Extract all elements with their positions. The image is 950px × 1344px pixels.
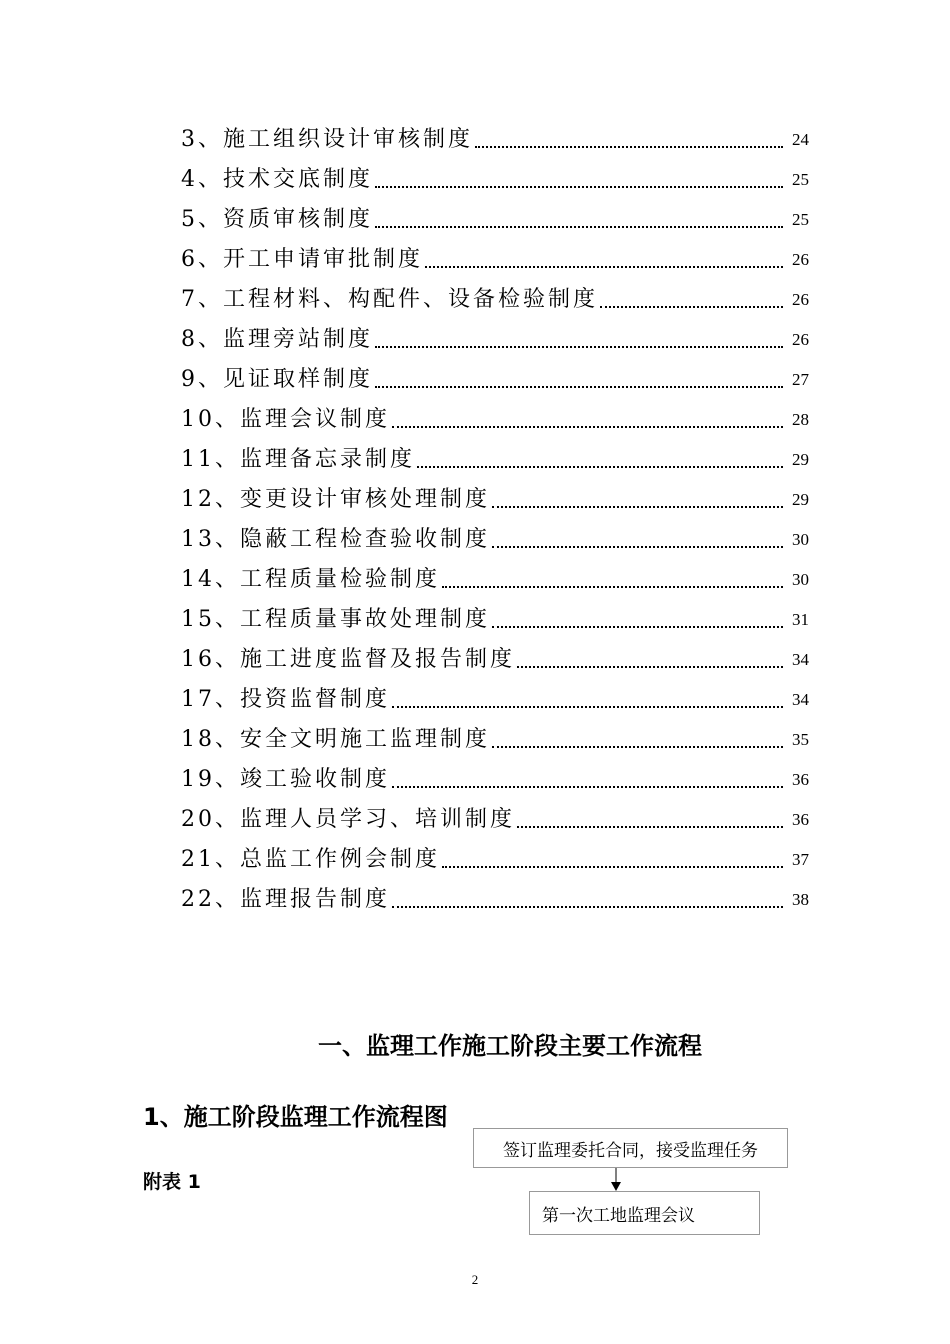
toc-leader-dots xyxy=(492,506,783,508)
toc-leader-dots xyxy=(475,146,783,148)
toc-entry-page: 36 xyxy=(792,810,809,829)
toc-entry[interactable] xyxy=(181,640,809,680)
toc-entry-title: 11、监理备忘录制度 xyxy=(181,447,415,472)
toc-leader-dots xyxy=(417,466,783,468)
toc-leader-dots xyxy=(442,586,783,588)
toc-entry-page: 38 xyxy=(792,890,809,909)
toc-entry[interactable] xyxy=(181,440,809,480)
subsection-heading: 1、施工阶段监理工作流程图 xyxy=(143,1103,448,1131)
toc-leader-dots xyxy=(392,706,783,708)
toc-entry-page: 26 xyxy=(792,250,809,269)
toc-leader-dots xyxy=(492,546,783,548)
toc-entry-page: 26 xyxy=(792,290,809,309)
toc-leader-dots xyxy=(375,186,783,188)
toc-entry-page: 34 xyxy=(792,650,809,669)
toc-leader-dots xyxy=(600,306,783,308)
toc-entry-title: 7、工程材料、构配件、设备检验制度 xyxy=(181,287,598,312)
page-number: 2 xyxy=(471,1272,479,1287)
toc-entry[interactable] xyxy=(181,600,809,640)
toc-entry-title: 10、监理会议制度 xyxy=(181,407,390,432)
toc-leader-dots xyxy=(392,786,783,788)
toc-entry-page: 27 xyxy=(792,370,809,389)
toc-entry[interactable] xyxy=(181,200,809,240)
toc-leader-dots xyxy=(492,626,783,628)
toc-entry-title: 15、工程质量事故处理制度 xyxy=(181,607,490,632)
toc-entry[interactable] xyxy=(181,280,809,320)
toc-leader-dots xyxy=(375,226,783,228)
toc-entry-title: 21、总监工作例会制度 xyxy=(181,847,440,872)
toc-entry-page: 25 xyxy=(792,170,809,189)
toc-entry-page: 24 xyxy=(792,130,809,149)
toc-entry[interactable] xyxy=(181,320,809,360)
flowchart-arrow xyxy=(611,1168,621,1191)
toc-entry-title: 20、监理人员学习、培训制度 xyxy=(181,807,515,832)
toc-leader-dots xyxy=(517,826,783,828)
toc-entry-page: 31 xyxy=(792,610,809,629)
toc-entry-title: 3、施工组织设计审核制度 xyxy=(181,127,473,152)
toc-entry[interactable] xyxy=(181,400,809,440)
toc-entry-page: 36 xyxy=(792,770,809,789)
toc-entry-title: 12、变更设计审核处理制度 xyxy=(181,487,490,512)
toc-entry-page: 28 xyxy=(792,410,809,429)
toc-entry[interactable] xyxy=(181,120,809,160)
toc-entry-title: 5、资质审核制度 xyxy=(181,207,373,232)
toc-entry-page: 30 xyxy=(792,570,809,589)
toc-entry-page: 29 xyxy=(792,490,809,509)
toc-entry[interactable] xyxy=(181,480,809,520)
toc-entry[interactable] xyxy=(181,240,809,280)
toc-entry-page: 25 xyxy=(792,210,809,229)
toc-leader-dots xyxy=(375,386,783,388)
toc-entry-title: 4、技术交底制度 xyxy=(181,167,373,192)
toc-entry-title: 9、见证取样制度 xyxy=(181,367,373,392)
toc-entry-title: 16、施工进度监督及报告制度 xyxy=(181,647,515,672)
toc-entry[interactable] xyxy=(181,800,809,840)
toc-entry-title: 6、开工申请审批制度 xyxy=(181,247,423,272)
toc-entry-page: 37 xyxy=(792,850,809,869)
toc-entry-title: 22、监理报告制度 xyxy=(181,887,390,912)
toc-entry-title: 8、监理旁站制度 xyxy=(181,327,373,352)
toc-leader-dots xyxy=(392,426,783,428)
toc-leader-dots xyxy=(517,666,783,668)
toc-entry[interactable] xyxy=(181,880,809,920)
toc-entry-title: 13、隐蔽工程检查验收制度 xyxy=(181,527,490,552)
toc-entry-page: 34 xyxy=(792,690,809,709)
toc-entry[interactable] xyxy=(181,360,809,400)
flowchart-step-label: 签订监理委托合同，接受监理任务 xyxy=(503,1140,758,1161)
toc-entry-title: 17、投资监督制度 xyxy=(181,687,390,712)
annex-label: 附表 1 xyxy=(143,1171,201,1193)
toc-entry[interactable] xyxy=(181,840,809,880)
toc-entry[interactable] xyxy=(181,680,809,720)
toc-entry[interactable] xyxy=(181,720,809,760)
toc-leader-dots xyxy=(392,906,783,908)
toc-entry-page: 29 xyxy=(792,450,809,469)
toc-entry[interactable] xyxy=(181,760,809,800)
flowchart-step-sign-contract xyxy=(473,1128,788,1168)
toc-entry-page: 26 xyxy=(792,330,809,349)
flowchart-step-first-meeting xyxy=(529,1191,760,1235)
toc-entry[interactable] xyxy=(181,160,809,200)
toc-leader-dots xyxy=(375,346,783,348)
toc-leader-dots xyxy=(442,866,783,868)
toc-leader-dots xyxy=(425,266,783,268)
toc-entry[interactable] xyxy=(181,560,809,600)
toc-entry-title: 19、竣工验收制度 xyxy=(181,767,390,792)
table-of-contents xyxy=(181,120,809,920)
flowchart-step-label: 第一次工地监理会议 xyxy=(542,1205,695,1226)
toc-entry-title: 14、工程质量检验制度 xyxy=(181,567,440,592)
toc-entry[interactable] xyxy=(181,520,809,560)
toc-leader-dots xyxy=(492,746,783,748)
toc-entry-title: 18、安全文明施工监理制度 xyxy=(181,727,490,752)
section-heading: 一、监理工作施工阶段主要工作流程 xyxy=(318,1032,702,1060)
toc-entry-page: 30 xyxy=(792,530,809,549)
toc-entry-page: 35 xyxy=(792,730,809,749)
